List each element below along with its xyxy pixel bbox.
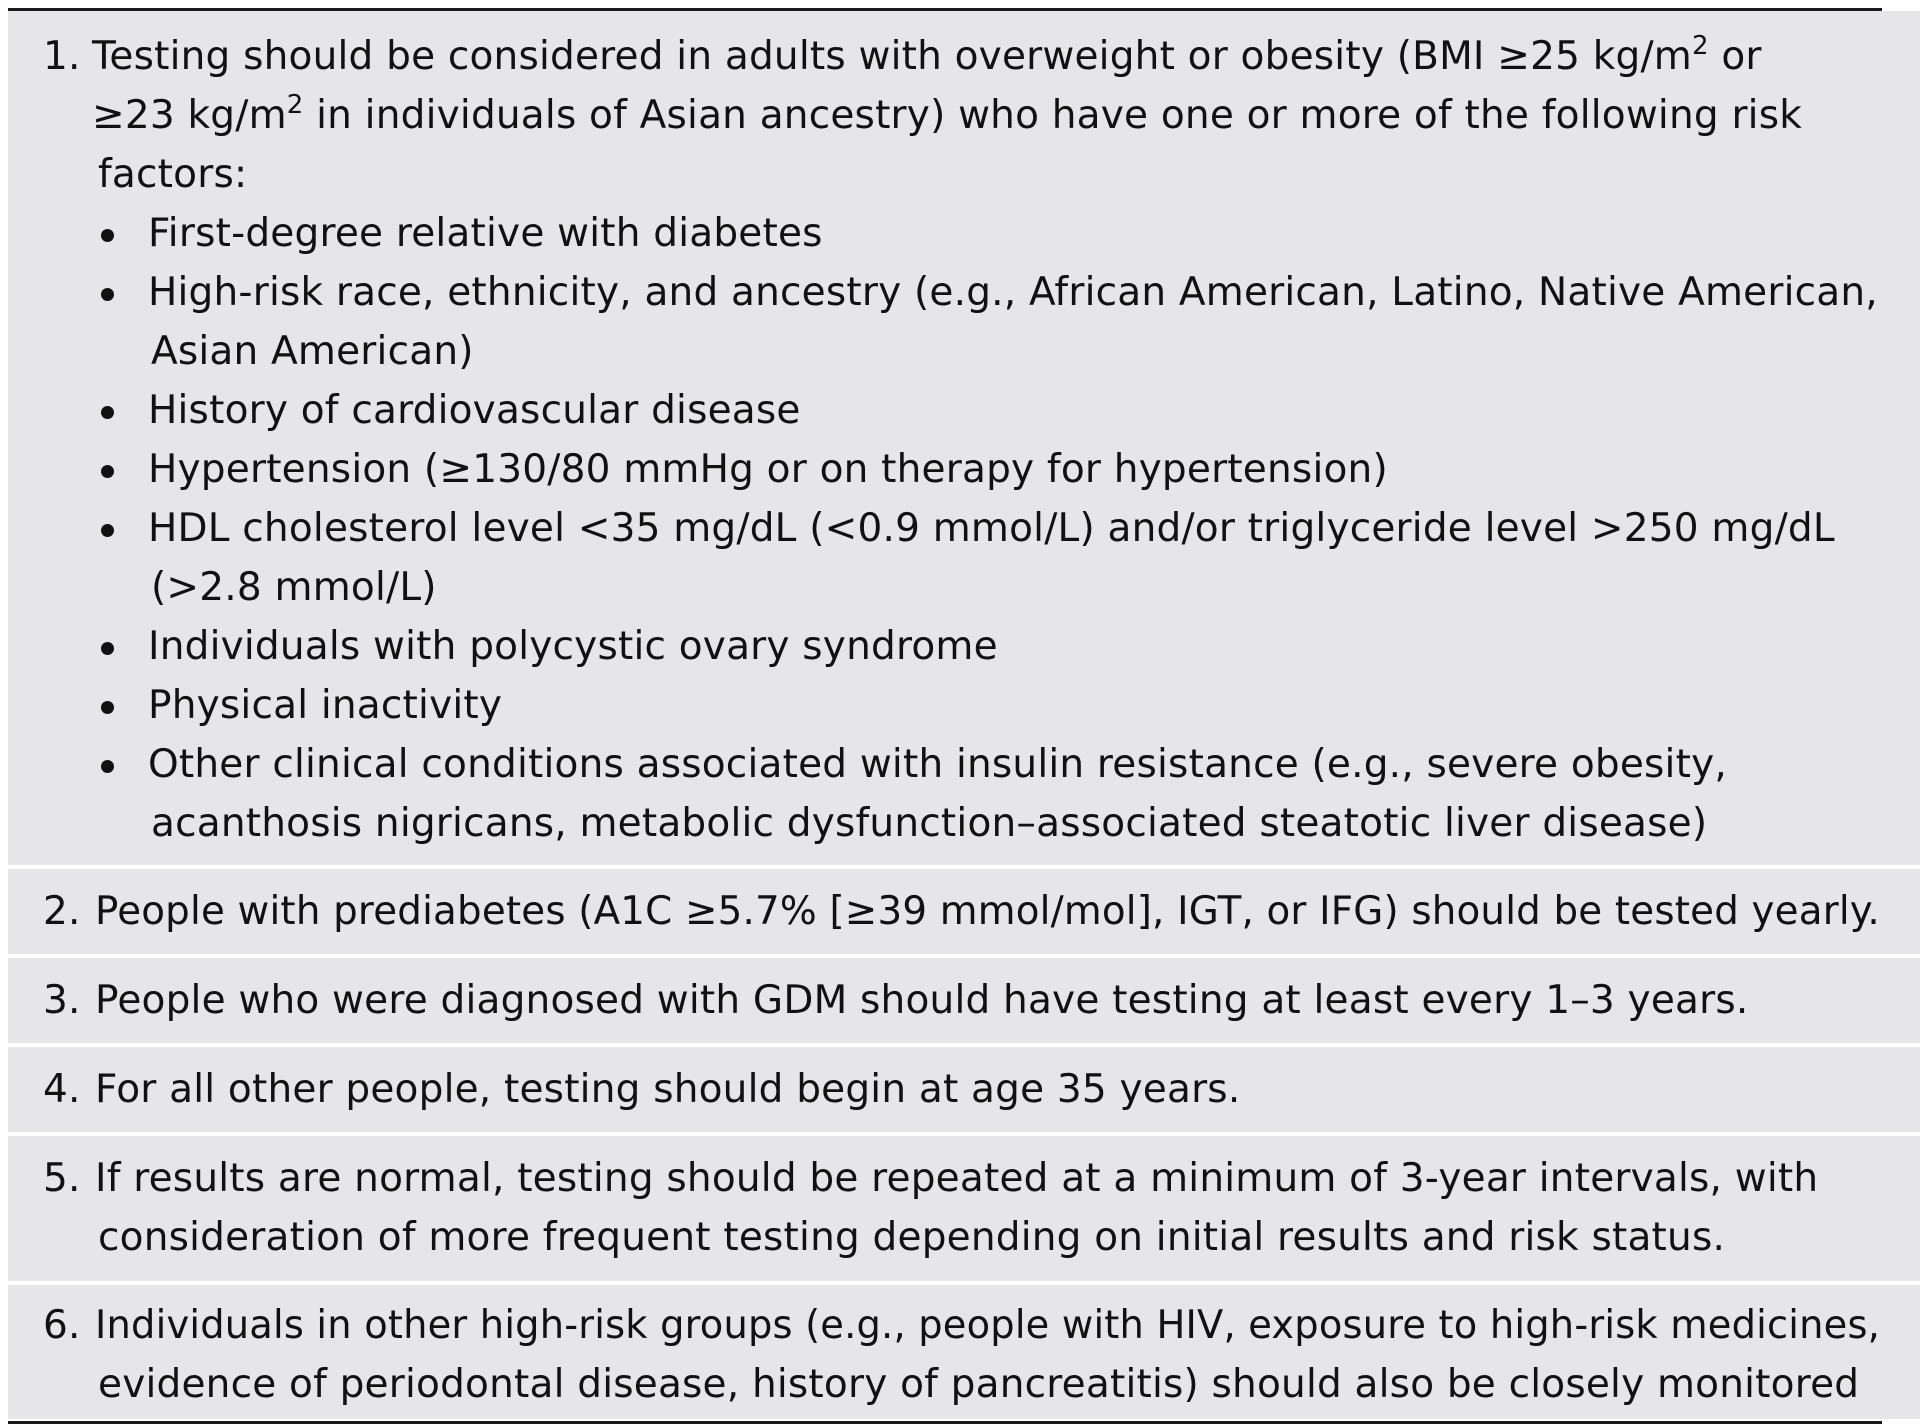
risk-factor-5-line-1: HDL cholesterol level <35 mg/dL (<0.9 mmol/L) and/or triglyceride level >250 mg/dL — [148, 506, 1835, 551]
item-6-line-1: Individuals in other high-risk groups (e.g., people with HIV, exposure to high-risk medicines, — [95, 1303, 1881, 1348]
risk-factor-6: Individuals with polycystic ovary syndrome — [148, 624, 998, 669]
bullet-icon — [101, 406, 114, 419]
item-1-line-2: ≥23 $kg/m^2$ in individuals of Asian ancestry) who have one or more of the following risk — [92, 90, 1803, 138]
table-row-2 — [8, 869, 1920, 954]
risk-factor-5-line-2: (>2.8 mmol/L) — [151, 565, 437, 610]
item-3-number: 3. — [43, 978, 81, 1023]
risk-factor-8-line-2: acanthosis nigricans, metabolic dysfunction–associated steatotic liver disease) — [151, 801, 1708, 846]
item-5-line-2: consideration of more frequent testing depending on initial results and risk status. — [98, 1215, 1726, 1260]
risk-factor-2-line-1: High-risk race, ethnicity, and ancestry (e.g., African American, Latino, Native American, — [148, 270, 1878, 315]
risk-factor-7: Physical inactivity — [148, 683, 503, 728]
bullet-icon — [101, 524, 114, 537]
item-1-line-3: factors: — [98, 152, 248, 197]
table-row-5 — [8, 1136, 1920, 1281]
risk-factor-4: Hypertension (≥130/80 mmHg or on therapy for hypertension) — [148, 447, 1388, 492]
item-1-number: 1. — [43, 34, 81, 79]
bullet-icon — [101, 760, 114, 773]
item-1-line-1: Testing should be considered in adults with overweight or obesity (BMI ≥25 $kg/m^2$ or — [92, 31, 1762, 79]
item-6-number: 6. — [43, 1303, 81, 1348]
item-2-number: 2. — [43, 889, 81, 934]
bullet-icon — [101, 229, 114, 242]
table-row-6 — [8, 1285, 1920, 1419]
bullet-icon — [101, 465, 114, 478]
risk-factor-2-line-2: Asian American) — [151, 329, 474, 374]
risk-factor-8-line-1: Other clinical conditions associated with insulin resistance (e.g., severe obesity, — [148, 742, 1727, 787]
item-6-line-2: evidence of periodontal disease, history of pancreatitis) should also be closely monitored — [98, 1362, 1860, 1407]
table-row-3 — [8, 958, 1920, 1043]
item-3-line-1: People who were diagnosed with GDM should have testing at least every 1–3 years. — [95, 978, 1749, 1023]
bottom-rule — [8, 1421, 1882, 1424]
risk-factor-1: First-degree relative with diabetes — [148, 211, 823, 256]
item-4-number: 4. — [43, 1067, 81, 1112]
bullet-icon — [101, 288, 114, 301]
item-2-line-1: People with prediabetes (A1C ≥5.7% [≥39 mmol/mol], IGT, or IFG) should be tested yearly. — [95, 889, 1880, 934]
risk-factor-3: History of cardiovascular disease — [148, 388, 801, 433]
bullet-icon — [101, 701, 114, 714]
item-4-line-1: For all other people, testing should begin at age 35 years. — [95, 1067, 1241, 1112]
table-row-4 — [8, 1047, 1920, 1132]
table-row-1 — [8, 11, 1920, 865]
bullet-icon — [101, 642, 114, 655]
item-5-number: 5. — [43, 1156, 81, 1201]
item-5-line-1: If results are normal, testing should be repeated at a minimum of 3-year intervals, with — [95, 1156, 1819, 1201]
